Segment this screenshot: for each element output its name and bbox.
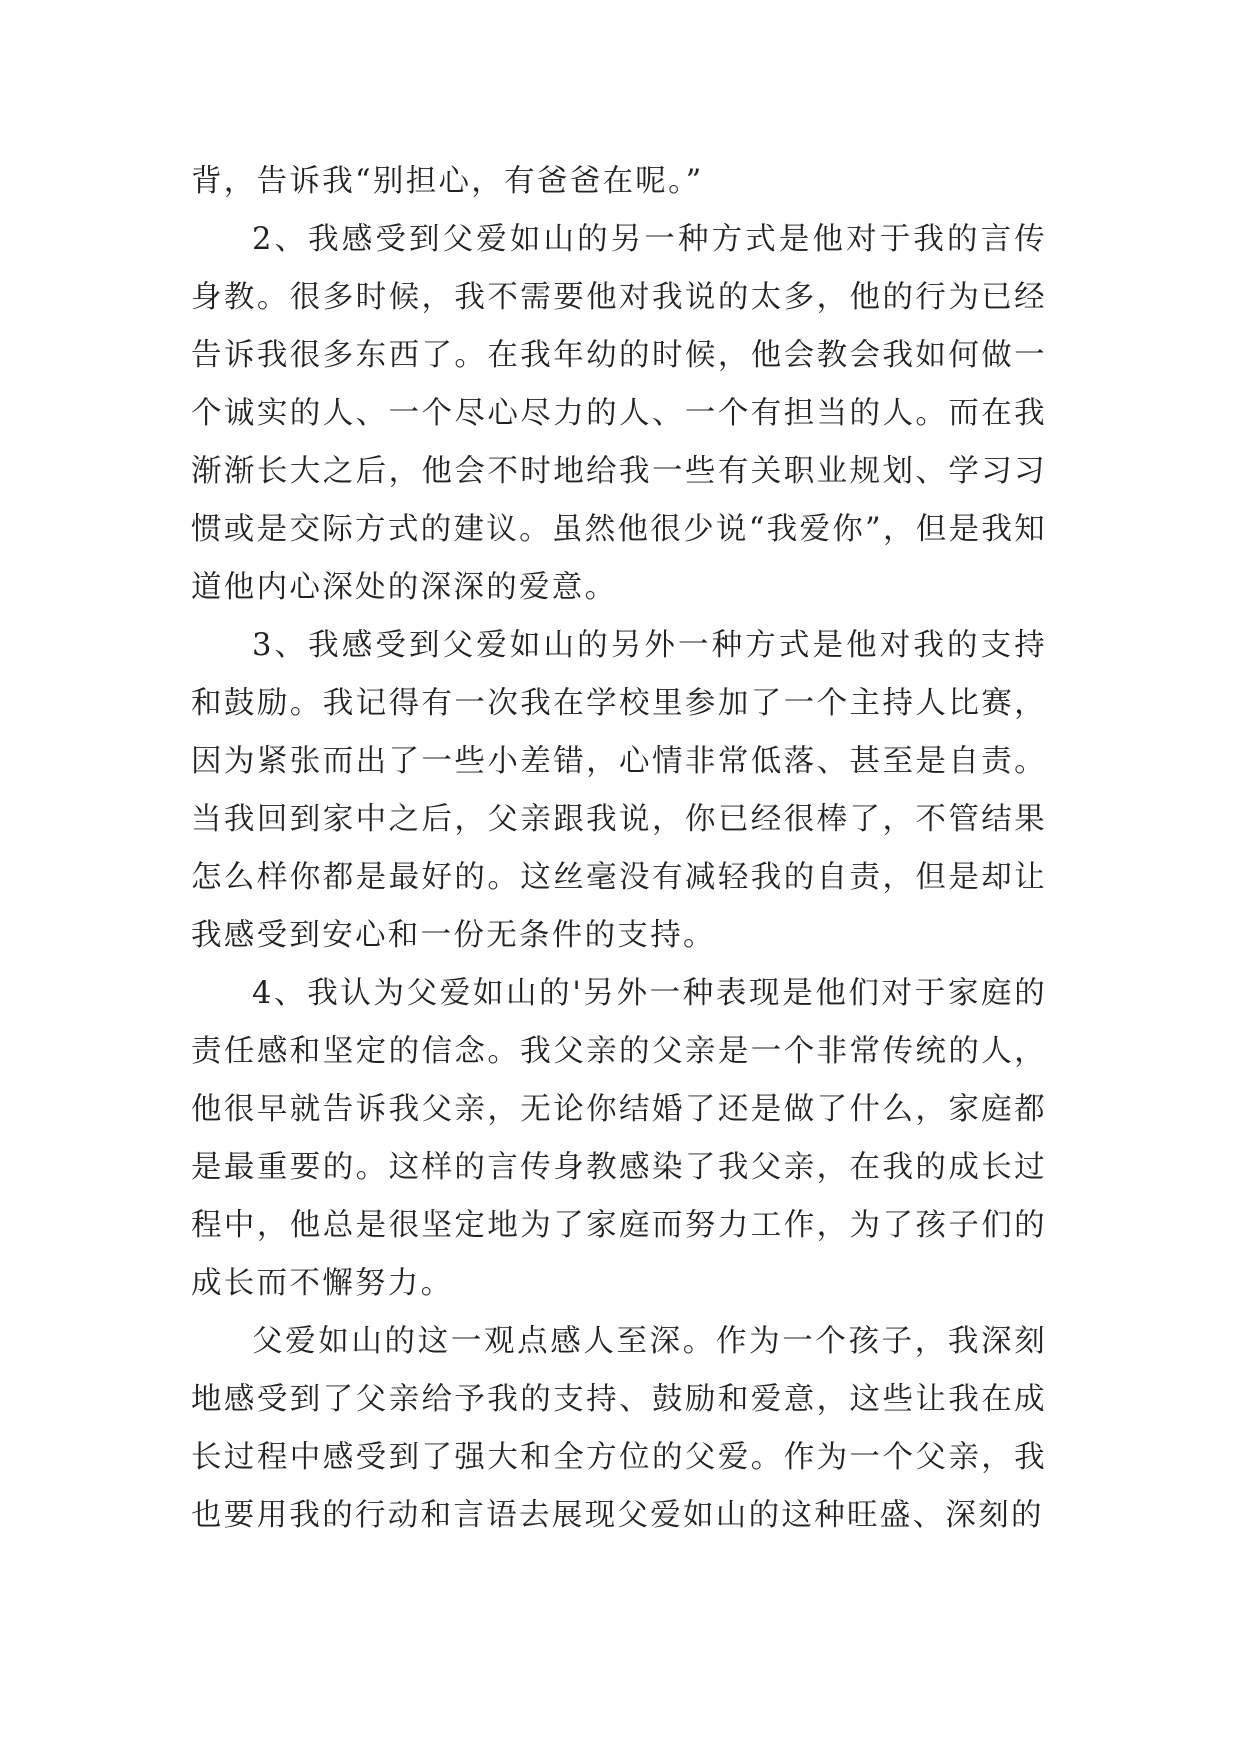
paragraph-item-2: 2、我感受到父爱如山的另一种方式是他对于我的言传身教。很多时候，我不需要他对我说的太多，他的行为已经告诉我很多东西了。在我年幼的时候，他会教会我如何做一个诚实的人、一个尽心尽力的人、一个有担当的人。而在我渐渐长大之后，他会不时地给我一些有关职业规划、学习习惯或是交际方式的建议。虽然他很少说“我爱你”，但是我知道他内心深处的深深的爱意。: [191, 222, 1047, 605]
paragraph-conclusion: 父爱如山的这一观点感人至深。作为一个孩子，我深刻地感受到了父亲给予我的支持、鼓励和爱意，这些让我在成长过程中感受到了强大和全方位的父爱。作为一个父亲，我也要用我的行动和言语去展现父爱如山的这种旺盛、深刻的: [191, 1324, 1047, 1533]
body-text: [191, 153, 1047, 1545]
paragraph-item-3: 3、我感受到父爱如山的另外一种方式是他对我的支持和鼓励。我记得有一次我在学校里参加了一个主持人比赛，因为紧张而出了一些小差错，心情非常低落、甚至是自责。当我回到家中之后，父亲跟我说，你已经很棒了，不管结果怎么样你都是最好的。这丝毫没有减轻我的自责，但是却让我感受到安心和一份无条件的支持。: [191, 628, 1047, 953]
paragraph-continuation: 背，告诉我“别担心，有爸爸在呢。”: [191, 164, 704, 199]
paragraph-item-4: 4、我认为父爱如山的'另外一种表现是他们对于家庭的责任感和坚定的信念。我父亲的父亲是一个非常传统的人，他很早就告诉我父亲，无论你结婚了还是做了什么，家庭都是最重要的。这样的言传身教感染了我父亲，在我的成长过程中，他总是很坚定地为了家庭而努力工作，为了孩子们的成长而不懈努力。: [191, 976, 1047, 1301]
